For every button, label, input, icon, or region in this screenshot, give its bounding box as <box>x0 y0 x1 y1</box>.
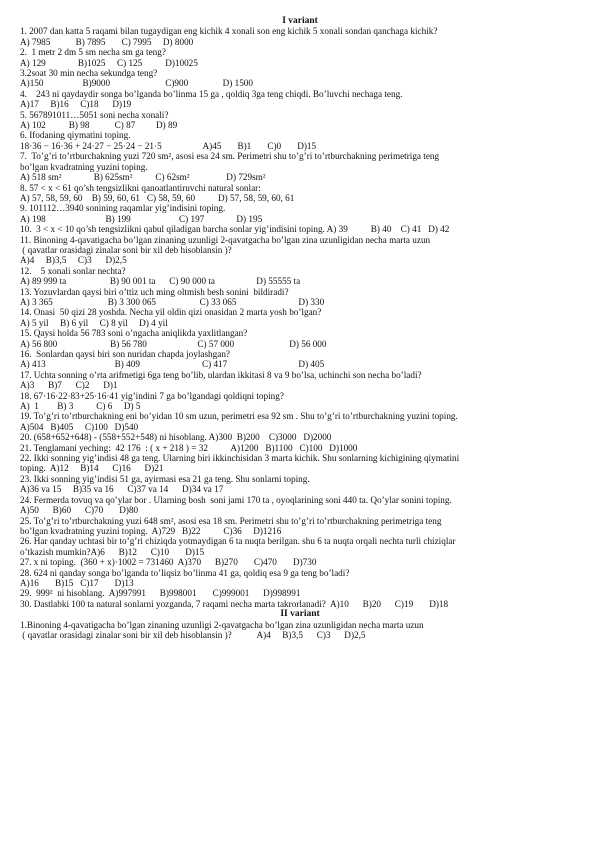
text-line: 21. Tenglamani yeching: 42 176 : ( x + 218 ) = 32 A)1200 B)1100 C)100 D)1000 <box>20 442 358 453</box>
text-line: 1.Binoning 4-qavatigacha bo’lgan zinaning uzunligi 2-qavatgacha bo’lgan zina uzunligidan necha marta uzun <box>20 619 424 630</box>
text-line: A)150 B)9000 C)900 D) 1500 <box>20 78 253 89</box>
variant-2-questions <box>20 620 580 641</box>
text-line: A) 129 B)1025 C) 125 D)10025 <box>20 57 198 68</box>
text-line: A)3 B)7 C)2 D)1 <box>20 380 118 391</box>
text-line: A) 518 sm² B) 625sm² C) 62sm² D) 729sm² <box>20 172 266 183</box>
text-line: 18. 67·16·22·83+25·16·41 yig’indini 7 ga bo’lgandagi qoldiqni toping? <box>20 390 284 401</box>
variant-2-title: II variant <box>280 609 320 620</box>
text-line: 5. 567891011…5051 soni necha xonali? <box>20 109 169 120</box>
text-line: 23. Ikki sonning yig’indisi 51 ga, ayirmasi esa 21 ga teng. Shu sonlarni toping. <box>20 473 310 484</box>
text-line: A) 5 yil B) 6 yil C) 8 yil D) 4 yil <box>20 317 168 328</box>
text-line: 6. Ifodaning qiymatini toping. <box>20 130 131 141</box>
text-line: 28. 624 ni qanday songa bo’lganda to’liqsiz bo’linma 41 ga, qoldiq esa 9 ga teng bo’ladi? <box>20 567 350 578</box>
text-line: 15. Qaysi holda 56 783 soni o’ngacha aniqlikda yaxlitlangan? <box>20 328 248 339</box>
text-line: 2. 1 metr 2 dm 5 sm necha sm ga teng? <box>20 47 166 58</box>
text-line: A)504 B)405 C)100 D)540 <box>20 421 139 432</box>
text-line: 20. (658+652+648) - (558+552+548) ni hisoblang. A)300 B)200 C)3000 D)2000 <box>20 432 332 443</box>
text-line: 18·36 − 16·36 + 24·27 − 25·24 − 21·5 A)45 B)1 C)0 D)15 <box>20 140 317 151</box>
text-line: 17. Uchta sonning o’rta arifmetigi 6ga teng bo’lib, ulardan ikkitasi 8 va 9 bo’lsa, uchinchi son necha bo’ladi? <box>20 369 422 380</box>
text-line: A) 102 B) 98 C) 87 D) 89 <box>20 120 178 131</box>
text-line: 1. 2007 dan katta 5 raqami bilan tugaydigan eng kichik 4 xonali son eng kichik 5 xonali sondan qanchaga kichik? <box>20 26 438 37</box>
text-line: 19. To’g’ri to’rtburchakning eni bo’yidan 10 sm uzun, perimetri esa 92 sm . Shu to’g’ri to’rtburchakning yuzini toping. <box>20 411 458 422</box>
text-line: 29. 999² ni hisoblang. A)997991 B)998001 C)999001 D)998991 <box>20 588 301 599</box>
text-line: ( qavatlar orasidagi zinalar soni bir xil deb hisoblansin )? A)4 B)3,5 C)3 D)2,5 <box>20 629 366 640</box>
text-line: 22. Ikki sonning yig’indisi 48 ga teng. Ularning biri ikkinchisidan 3 marta kichik. Shu sonlarning kichigining qiymatini <box>20 453 460 464</box>
text-line: bo’lgan kvadratning yuzini toping. A)729 B)22 C)36 D)1216 <box>20 525 282 536</box>
text-line: 4. 243 ni qaydaydir songa bo’lganda bo’linma 15 ga , qoldiq 3ga teng chiqdi. Bo’luvchi nechaga teng. <box>20 88 403 99</box>
text-line: 16. Sonlardan qaysi biri son nuridan chapda joylashgan? <box>20 349 230 359</box>
text-line: 27. x ni toping. (360 + x)·1002 = 731460 A)370 B)270 C)470 D)730 <box>20 557 317 568</box>
text-line: toping. A)12 B)14 C)16 D)21 <box>20 463 164 474</box>
text-line: A) 1 B) 3 C) 6 D) 5 <box>20 401 141 412</box>
text-line: 12. 5 xonali sonlar nechta? <box>20 265 126 276</box>
document-page <box>20 16 580 640</box>
text-line: A) 56 800 B) 56 780 C) 57 000 D) 56 000 <box>20 338 327 349</box>
text-line: A)36 va 15 B)35 va 16 C)37 va 14 D)34 va 17 <box>20 484 224 495</box>
text-line: 11. Binoning 4-qavatigacha bo’lgan zinaning uzunligi 2-qavatgacha bo’lgan zina uzunligidan necha marta uzun <box>20 234 431 245</box>
variant-1-title: I variant <box>282 16 318 26</box>
text-line: 13. Yozuvlardan qaysi biri o’ttiz uch ming oltmish besh sonini bildiradi? <box>20 286 289 297</box>
text-line: A) 413 B) 409 C) 417 D) 405 <box>20 359 325 370</box>
text-line: 30. Dastlabki 100 ta natural sonlarni yozganda, 7 raqami necha marta takrorlanadi? A)10 B)20 C)19 D)18 <box>20 598 449 609</box>
text-line: 14. Onasi 50 qizi 28 yoshda. Necha yil oldin qizi onasidan 2 marta yosh bo’lgan? <box>20 307 322 318</box>
text-line: 24. Fermerda tovuq va qo’ylar bor . Ularning bosh soni jami 170 ta , oyoqlarining soni 440 ta. Qo’ylar sonini toping. <box>20 494 452 505</box>
text-line: A)17 B)16 C)18 D)19 <box>20 99 132 110</box>
text-line: 25. To’g’ri to’rtburchakning yuzi 648 sm², asosi esa 18 sm. Perimetri shu to’g’ri to’rtburchakning perimetriga teng <box>20 515 442 526</box>
text-line: 8. 57 < x < 61 qo’sh tengsizlikni qanoatlantiruvchi natural sonlar: <box>20 182 261 193</box>
text-line: o’tkazish mumkin?A)6 B)12 C)10 D)15 <box>20 546 205 557</box>
text-line: A) 7985 B) 7895 C) 7995 D) 8000 <box>20 36 194 47</box>
variant-1-questions <box>20 26 580 609</box>
text-line: A) 57, 58, 59, 60 B) 59, 60, 61 C) 58, 59, 60 D) 57, 58, 59, 60, 61 <box>20 192 295 203</box>
text-line: 26. Har qanday uchtasi bir to’g’ri chiziqda yotmaydigan 6 ta nuqta berilgan. shu 6 ta nuqta orqali nechta turli chiziqlar <box>20 536 456 547</box>
text-line: A) 89 999 ta B) 90 001 ta C) 90 000 ta D) 55555 ta <box>20 276 301 287</box>
text-line: A)4 B)3,5 C)3 D)2,5 <box>20 255 127 266</box>
text-line: ( qavatlar orasidagi zinalar soni bir xil deb hisoblansin )? <box>20 244 232 255</box>
text-line: A) 198 B) 199 C) 197 D) 195 <box>20 213 263 224</box>
text-line: 10. 3 < x < 10 qo’sh tengsizlikni qabul qiladigan barcha sonlar yig’indisini toping. A) 39 B) 40 C) 41 D) 42 <box>20 224 450 235</box>
text-line: A) 3 365 B) 3 300 065 C) 33 065 D) 330 <box>20 296 325 307</box>
text-line: A)16 B)15 C)17 D)13 <box>20 577 134 588</box>
text-line: 3.2soat 30 min necha sekundga teng? <box>20 68 158 79</box>
text-line: 9. 101112…3940 sonining raqamlar yig’indisini toping. <box>20 203 226 214</box>
text-line: A)50 B)60 C)70 D)80 <box>20 505 139 516</box>
text-line: 7. To’g’ri to’rtburchakning yuzi 720 sm², asosi esa 24 sm. Perimetri shu to’g’ri to’rtburchakning perimetriga teng <box>20 151 440 162</box>
text-line: bo’lgan kvadratning yuzini toping. <box>20 161 148 172</box>
